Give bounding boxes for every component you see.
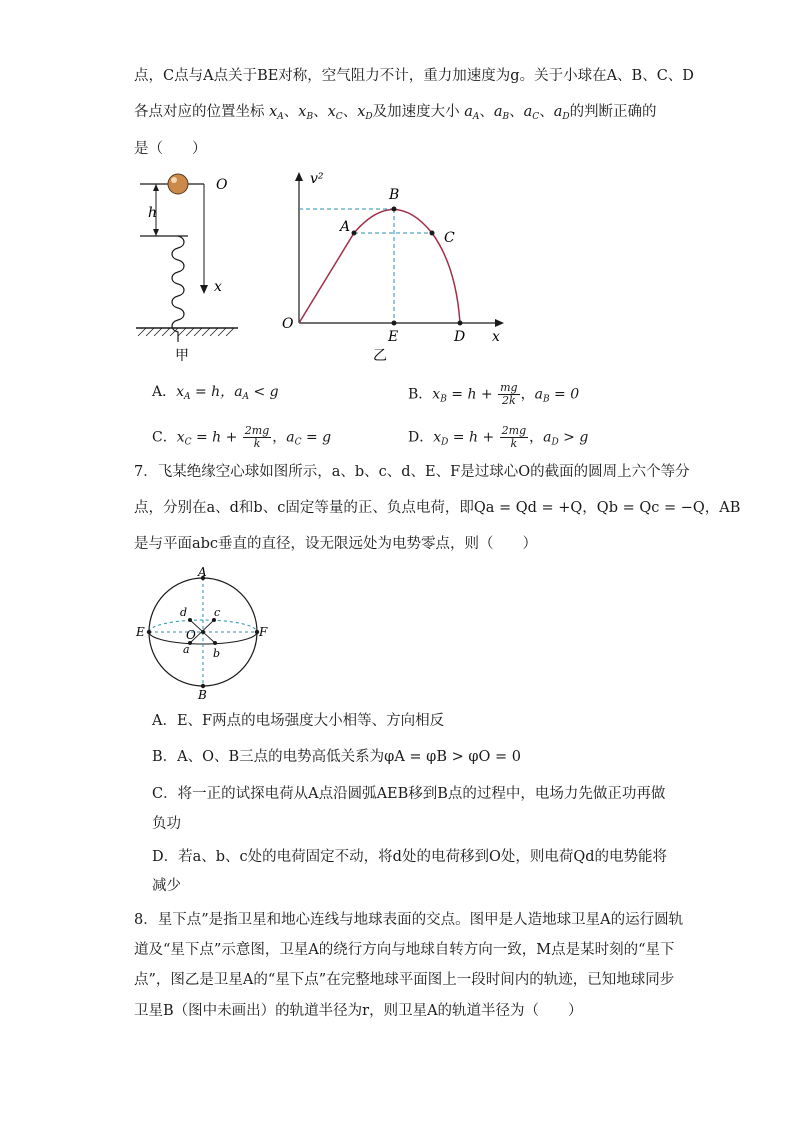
q6-option-c[interactable]: C．$x_C = h$ + $\frac{2mg}{k}$ ，$a_C = g$ [152, 424, 332, 450]
q6-line-2-pre: 各点对应的位置坐标 [134, 104, 265, 120]
q8-line-1: 8．星下点”是指卫星和地心连线与地球表面的交点。图甲是人造地球卫星A的运行圆轨 [134, 912, 684, 928]
point-B: B [389, 187, 400, 203]
sphere-O: O [186, 628, 196, 642]
sphere-b: b [213, 647, 221, 660]
q8-line-2: 道及“星下点”示意图，卫星A的绕行方向与地球自转方向一致，M点是某时刻的“星下 [134, 942, 675, 958]
q7-option-b[interactable]: B．A、O、B三点的电势高低关系为φA = φB > φO = 0 [152, 749, 521, 765]
q7-option-a[interactable]: A．E、F两点的电场强度大小相等、方向相反 [152, 713, 445, 729]
sphere-d: d [180, 606, 188, 619]
q8-line-4: 卫星B（图中未画出）的轨道半径为r，则卫星A的轨道半径为（ ） [134, 1003, 583, 1019]
q6-line-3: 是（ ） [134, 141, 207, 157]
spring [172, 236, 184, 342]
point-C: C [444, 230, 455, 246]
point-E: E [388, 329, 399, 345]
q6-line-2-post: 的判断正确的 [569, 104, 657, 120]
label-origin: O [282, 316, 294, 332]
label-yi: 乙 [373, 348, 387, 364]
figure-sphere [132, 565, 277, 705]
label-jia: 甲 [175, 348, 189, 364]
q7-line-3: 是与平面abc垂直的直径，设无限远处为电势零点，则（ ） [134, 536, 538, 552]
label-v2: v² [310, 171, 324, 187]
q7-option-c-2: 负功 [152, 816, 181, 832]
ball [168, 174, 188, 194]
v2-curve [299, 210, 460, 324]
q7-option-d-1[interactable]: D．若a、b、c处的电荷固定不动，将d处的电荷移到O处，则电荷Qd的电势能将 [152, 849, 668, 865]
sphere-A: A [198, 565, 207, 579]
label-x: x [214, 279, 222, 295]
point-A: A [340, 219, 351, 235]
q7-line-1: 7．飞某绝缘空心球如图所示，a、b、c、d、E、F是过球心O的截面的圆周上六个等分 [134, 464, 690, 480]
q6-option-a[interactable]: A．$x_A = h$，$a_A < g$ [152, 384, 279, 402]
q6-option-b[interactable]: B．$x_B = h$ + $\frac{mg}{2k}$ ，$a_B = 0$ [408, 381, 580, 407]
q6-line-2: 各点对应的位置坐标 $x_A$、$x_B$、$x_C$、$x_D$及加速度大小 $a_A$、$a_B$、$a_C$、$a_D$的判断正确的 [134, 104, 657, 122]
point-D: D [454, 329, 466, 345]
q6-line-1: 点，C点与A点关于BE对称，空气阻力不计，重力加速度为g。关于小球在A、B、C、D [134, 68, 694, 84]
sphere-B: B [198, 688, 207, 702]
q6-option-d[interactable]: D．$x_D = h$ + $\frac{2mg}{k}$ ，$a_D > g$ [408, 424, 589, 450]
sphere-E: E [136, 625, 145, 639]
q7-option-d-2: 减少 [152, 878, 181, 894]
sphere-a: a [183, 643, 190, 656]
sphere-F: F [259, 625, 268, 639]
q8-line-3: 点”，图乙是卫星A的“星下点”在完整地球平面图上一段时间内的轨迹，已知地球同步 [134, 972, 675, 988]
sphere-c: c [214, 606, 221, 619]
q7-option-c-1[interactable]: C．将一正的试探电荷从A点沿圆弧AEB移到B点的过程中，电场力先做正功再做 [152, 786, 666, 802]
figure-yi [276, 166, 516, 366]
label-h: h [148, 205, 158, 221]
label-O: O [216, 177, 228, 193]
label-x-axis: x [492, 329, 500, 345]
figure-jia [128, 166, 248, 366]
q6-line-2-mid: 及加速度大小 [372, 104, 460, 120]
q7-line-2: 点，分别在a、d和b、c固定等量的正、负点电荷，即Qa = Qd = +Q，Qb = Qc = −Q，AB [134, 500, 741, 516]
